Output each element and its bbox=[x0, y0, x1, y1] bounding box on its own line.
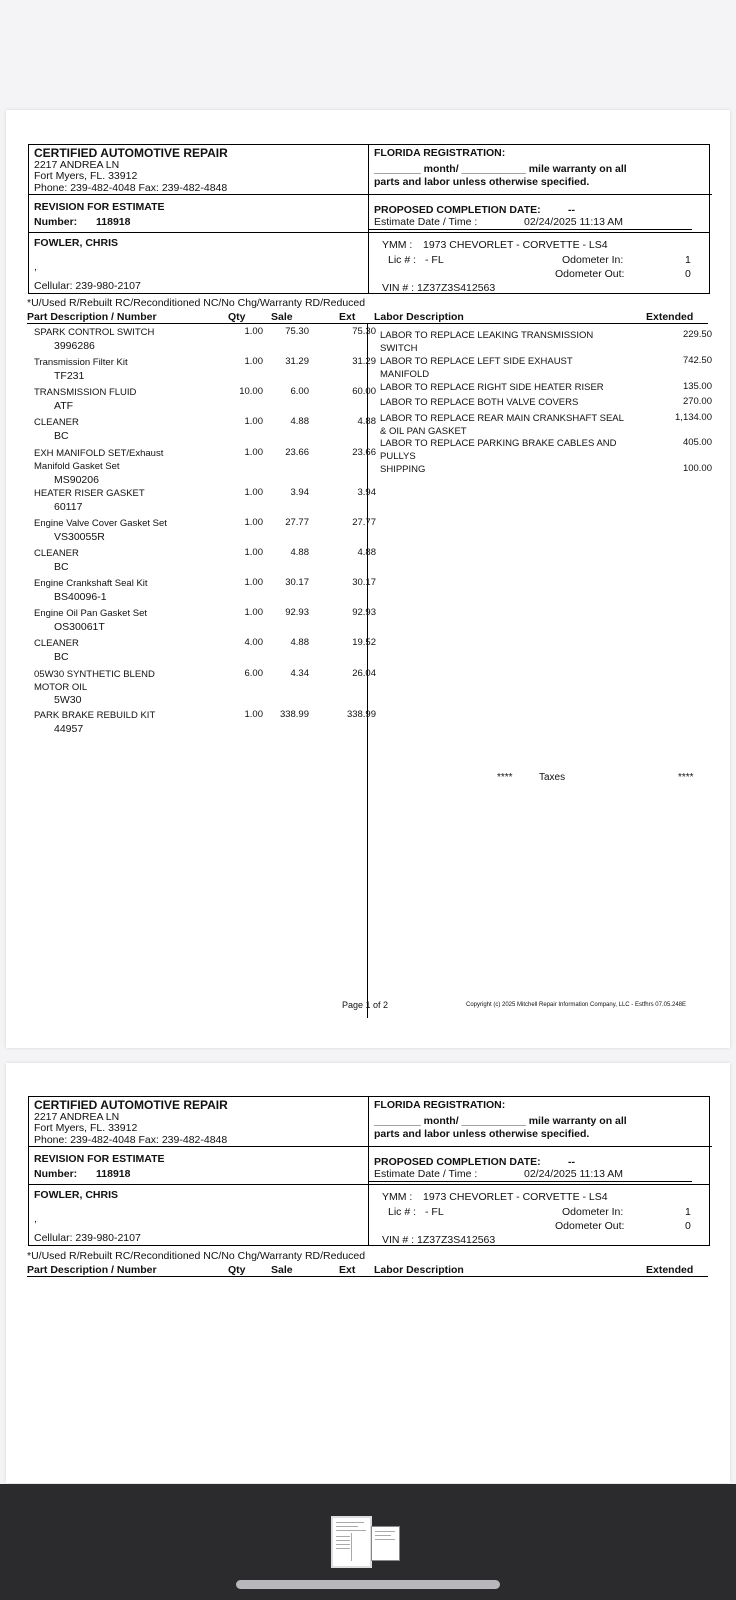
odometer-out-label: Odometer Out: bbox=[555, 268, 625, 280]
estimate-date-label: Estimate Date / Time : bbox=[374, 1168, 478, 1180]
part-desc: Transmission Filter Kit bbox=[34, 357, 128, 368]
estimate-title: REVISION FOR ESTIMATE bbox=[34, 201, 165, 213]
labor-desc: LABOR TO REPLACE PARKING BRAKE CABLES AND PULLYS bbox=[380, 438, 617, 462]
labor-desc: SHIPPING bbox=[380, 464, 426, 475]
lic-label: Lic # : bbox=[388, 254, 417, 266]
part-ext: 31.29 bbox=[352, 356, 376, 367]
part-ext: 60.00 bbox=[352, 386, 376, 397]
shop-phone: Phone: 239-482-4048 Fax: 239-482-4848 bbox=[34, 1134, 228, 1146]
col-extended: Extended bbox=[646, 311, 694, 323]
estimate-number: 118918 bbox=[96, 1168, 131, 1180]
part-ext: 19.52 bbox=[352, 637, 376, 648]
status-legend: *U/Used R/Rebuilt RC/Reconditioned NC/No Chg/Warranty RD/Reduced bbox=[27, 297, 366, 309]
part-qty: 1.00 bbox=[244, 547, 263, 558]
part-number: 44957 bbox=[54, 723, 84, 735]
part-row bbox=[27, 386, 376, 416]
shop-name: CERTIFIED AUTOMOTIVE REPAIR bbox=[34, 1098, 228, 1112]
part-sale: 4.34 bbox=[290, 668, 309, 679]
part-sale: 3.94 bbox=[290, 487, 309, 498]
part-row bbox=[27, 416, 376, 446]
part-row bbox=[27, 607, 376, 637]
odometer-in-label: Odometer In: bbox=[562, 1206, 624, 1218]
labor-desc: LABOR TO REPLACE RIGHT SIDE HEATER RISER bbox=[380, 382, 604, 393]
col-qty: Qty bbox=[228, 1264, 246, 1276]
odometer-out-value: 0 bbox=[685, 1220, 691, 1232]
estimate-title: REVISION FOR ESTIMATE bbox=[34, 1153, 165, 1165]
col-sale: Sale bbox=[271, 1264, 293, 1276]
date-underline bbox=[368, 229, 692, 230]
col-qty: Qty bbox=[228, 311, 246, 323]
completion-date-label: PROPOSED COMPLETION DATE: bbox=[374, 1156, 541, 1168]
header-divider-vertical bbox=[368, 1096, 369, 1246]
part-row bbox=[27, 709, 376, 739]
status-legend: *U/Used R/Rebuilt RC/Reconditioned NC/No Chg/Warranty RD/Reduced bbox=[27, 1250, 366, 1262]
page-number: Page 1 of 2 bbox=[342, 1000, 389, 1010]
shop-phone: Phone: 239-482-4048 Fax: 239-482-4848 bbox=[34, 182, 228, 194]
part-number: 60117 bbox=[54, 501, 83, 513]
col-sale: Sale bbox=[271, 311, 293, 323]
page-thumbnail-1[interactable] bbox=[331, 1516, 372, 1568]
part-desc: 05W30 SYNTHETIC BLEND MOTOR OIL bbox=[34, 669, 155, 693]
part-row bbox=[27, 517, 376, 547]
odometer-in-value: 1 bbox=[685, 254, 691, 266]
part-sale: 4.88 bbox=[290, 547, 309, 558]
part-row bbox=[27, 487, 376, 517]
header-divider-vertical bbox=[368, 144, 369, 294]
header-divider-1 bbox=[28, 194, 712, 195]
part-number: OS30061T bbox=[54, 621, 105, 633]
part-ext: 4.88 bbox=[357, 416, 376, 427]
labor-desc: LABOR TO REPLACE BOTH VALVE COVERS bbox=[380, 397, 579, 408]
part-desc: CLEANER bbox=[34, 417, 79, 428]
part-number: 3996286 bbox=[54, 340, 95, 352]
florida-registration: FLORIDA REGISTRATION: bbox=[374, 1099, 506, 1111]
ymm-label: YMM : bbox=[382, 239, 413, 251]
part-ext: 30.17 bbox=[352, 577, 376, 588]
home-indicator[interactable] bbox=[236, 1580, 500, 1589]
odometer-in-value: 1 bbox=[685, 1206, 691, 1218]
warranty-line-1: ________ month/ ___________ mile warranty on all bbox=[374, 1115, 627, 1127]
ymm-value: 1973 CHEVORLET - CORVETTE - LS4 bbox=[423, 239, 608, 251]
part-qty: 10.00 bbox=[239, 386, 263, 397]
labor-amount: 1,134.00 bbox=[675, 412, 712, 423]
part-number: TF231 bbox=[54, 370, 85, 382]
part-qty: 4.00 bbox=[244, 637, 263, 648]
part-sale: 23.66 bbox=[285, 447, 309, 458]
part-desc: SPARK CONTROL SWITCH bbox=[34, 327, 155, 338]
labor-amount: 229.50 bbox=[682, 329, 712, 340]
header-divider-2 bbox=[28, 232, 710, 233]
customer-cellular: Cellular: 239-980-2107 bbox=[34, 1232, 141, 1244]
completion-date-value: -- bbox=[568, 204, 575, 216]
part-desc: CLEANER bbox=[34, 548, 79, 559]
labor-desc: LABOR TO REPLACE LEFT SIDE EXHAUST MANIFOLD bbox=[380, 356, 573, 380]
part-sale: 338.99 bbox=[279, 709, 309, 720]
part-number: ATF bbox=[54, 400, 74, 412]
estimate-number-label: Number: bbox=[34, 1168, 78, 1180]
part-sale: 30.17 bbox=[285, 577, 309, 588]
part-desc: EXH MANIFOLD SET/Exhaust Manifold Gasket Set bbox=[34, 448, 164, 472]
estimate-number: 118918 bbox=[96, 216, 131, 228]
page-thumbnail-2[interactable] bbox=[371, 1526, 400, 1561]
labor-amount: 100.00 bbox=[682, 463, 712, 474]
part-ext: 75.30 bbox=[352, 326, 376, 337]
estimate-date-value: 02/24/2025 11:13 AM bbox=[524, 216, 624, 228]
part-qty: 6.00 bbox=[244, 668, 263, 679]
labor-desc: LABOR TO REPLACE LEAKING TRANSMISSION SWITCH bbox=[380, 330, 594, 354]
part-sale: 75.30 bbox=[285, 326, 309, 337]
part-row bbox=[27, 577, 376, 607]
lic-value: - FL bbox=[425, 254, 444, 266]
part-qty: 1.00 bbox=[244, 447, 263, 458]
part-row bbox=[27, 668, 376, 710]
warranty-line-1: ________ month/ ___________ mile warranty on all bbox=[374, 163, 627, 175]
part-sale: 31.29 bbox=[285, 356, 309, 367]
part-ext: 92.93 bbox=[352, 607, 376, 618]
customer-name: FOWLER, CHRIS bbox=[34, 1189, 118, 1201]
copyright: Copyright (c) 2025 Mitchell Repair Information Company, LLC - Estfhrs 07.05.248E bbox=[466, 1002, 686, 1008]
ymm-label: YMM : bbox=[382, 1191, 413, 1203]
part-ext: 27.77 bbox=[352, 517, 376, 528]
part-qty: 1.00 bbox=[244, 577, 263, 588]
date-underline bbox=[368, 1181, 692, 1182]
estimate-date-label: Estimate Date / Time : bbox=[374, 216, 478, 228]
col-labor-description: Labor Description bbox=[374, 311, 464, 323]
part-ext: 338.99 bbox=[346, 709, 376, 720]
odometer-in-label: Odometer In: bbox=[562, 254, 624, 266]
warranty-line-2: parts and labor unless otherwise specified. bbox=[374, 1128, 590, 1140]
warranty-line-2: parts and labor unless otherwise specified. bbox=[374, 176, 590, 188]
header-divider-1 bbox=[28, 1146, 712, 1147]
estimate-number-label: Number: bbox=[34, 216, 78, 228]
part-sale: 92.93 bbox=[285, 607, 309, 618]
completion-date-label: PROPOSED COMPLETION DATE: bbox=[374, 204, 541, 216]
col-ext: Ext bbox=[339, 311, 356, 323]
part-qty: 1.00 bbox=[244, 356, 263, 367]
lic-label: Lic # : bbox=[388, 1206, 417, 1218]
part-row bbox=[27, 326, 376, 356]
shop-address-line2: Fort Myers, FL. 33912 bbox=[34, 1122, 138, 1134]
part-qty: 1.00 bbox=[244, 326, 263, 337]
part-ext: 26.04 bbox=[352, 668, 376, 679]
col-part-description: Part Description / Number bbox=[27, 1264, 157, 1276]
part-number: MS90206 bbox=[54, 474, 99, 486]
part-sale: 4.88 bbox=[290, 416, 309, 427]
part-qty: 1.00 bbox=[244, 607, 263, 618]
part-sale: 27.77 bbox=[285, 517, 309, 528]
part-ext: 3.94 bbox=[357, 487, 376, 498]
vin: VIN # : 1Z37Z3S412563 bbox=[382, 1234, 496, 1246]
customer-cellular: Cellular: 239-980-2107 bbox=[34, 280, 141, 292]
customer-name: FOWLER, CHRIS bbox=[34, 237, 118, 249]
part-number: VS30055R bbox=[54, 531, 105, 543]
header-divider-2 bbox=[28, 1184, 710, 1185]
part-row bbox=[27, 356, 376, 386]
estimate-header bbox=[28, 144, 710, 294]
col-ext: Ext bbox=[339, 1264, 356, 1276]
document-page-2 bbox=[6, 1063, 730, 1483]
part-desc: CLEANER bbox=[34, 638, 79, 649]
customer-address-blank: , bbox=[34, 1213, 37, 1225]
taxes-stars-right: **** bbox=[678, 772, 694, 783]
part-number: BS40096-1 bbox=[54, 591, 107, 603]
part-desc: Engine Oil Pan Gasket Set bbox=[34, 608, 148, 619]
document-page-1 bbox=[6, 110, 730, 1048]
part-number: BC bbox=[54, 651, 69, 663]
part-desc: PARK BRAKE REBUILD KIT bbox=[34, 710, 156, 721]
estimate-header bbox=[28, 1096, 710, 1246]
part-row bbox=[27, 547, 376, 577]
shop-address-line1: 2217 ANDREA LN bbox=[34, 1111, 120, 1123]
lic-value: - FL bbox=[425, 1206, 444, 1218]
completion-date-value: -- bbox=[568, 1156, 575, 1168]
col-labor-description: Labor Description bbox=[374, 1264, 464, 1276]
labor-amount: 405.00 bbox=[682, 437, 712, 448]
customer-address-blank: , bbox=[34, 261, 37, 273]
labor-amount: 742.50 bbox=[682, 355, 712, 366]
part-desc: TRANSMISSION FLUID bbox=[34, 387, 137, 398]
taxes-label: Taxes bbox=[539, 772, 566, 783]
part-number: BC bbox=[54, 430, 69, 442]
labor-amount: 135.00 bbox=[682, 381, 712, 392]
shop-name: CERTIFIED AUTOMOTIVE REPAIR bbox=[34, 146, 228, 160]
shop-address-line1: 2217 ANDREA LN bbox=[34, 159, 120, 171]
col-part-description: Part Description / Number bbox=[27, 311, 157, 323]
estimate-date-value: 02/24/2025 11:13 AM bbox=[524, 1168, 624, 1180]
part-qty: 1.00 bbox=[244, 487, 263, 498]
part-ext: 4.88 bbox=[357, 547, 376, 558]
part-row bbox=[27, 447, 376, 489]
ymm-value: 1973 CHEVORLET - CORVETTE - LS4 bbox=[423, 1191, 608, 1203]
part-desc: Engine Valve Cover Gasket Set bbox=[34, 518, 167, 529]
shop-address-line2: Fort Myers, FL. 33912 bbox=[34, 170, 138, 182]
part-qty: 1.00 bbox=[244, 709, 263, 720]
labor-desc: LABOR TO REPLACE REAR MAIN CRANKSHAFT SEAL & OIL PAN GASKET bbox=[380, 413, 624, 437]
odometer-out-label: Odometer Out: bbox=[555, 1220, 625, 1232]
part-row bbox=[27, 637, 376, 667]
labor-amount: 270.00 bbox=[682, 396, 712, 407]
part-qty: 1.00 bbox=[244, 416, 263, 427]
part-ext: 23.66 bbox=[352, 447, 376, 458]
odometer-out-value: 0 bbox=[685, 268, 691, 280]
part-number: 5W30 bbox=[54, 694, 82, 706]
part-desc: Engine Crankshaft Seal Kit bbox=[34, 578, 148, 589]
part-number: BC bbox=[54, 561, 69, 573]
column-header-rule bbox=[27, 1276, 708, 1277]
part-sale: 6.00 bbox=[290, 386, 309, 397]
col-extended: Extended bbox=[646, 1264, 694, 1276]
vin: VIN # : 1Z37Z3S412563 bbox=[382, 282, 496, 294]
part-qty: 1.00 bbox=[244, 517, 263, 528]
taxes-stars-left: **** bbox=[497, 772, 513, 783]
part-desc: HEATER RISER GASKET bbox=[34, 488, 145, 499]
part-sale: 4.88 bbox=[290, 637, 309, 648]
florida-registration: FLORIDA REGISTRATION: bbox=[374, 147, 506, 159]
